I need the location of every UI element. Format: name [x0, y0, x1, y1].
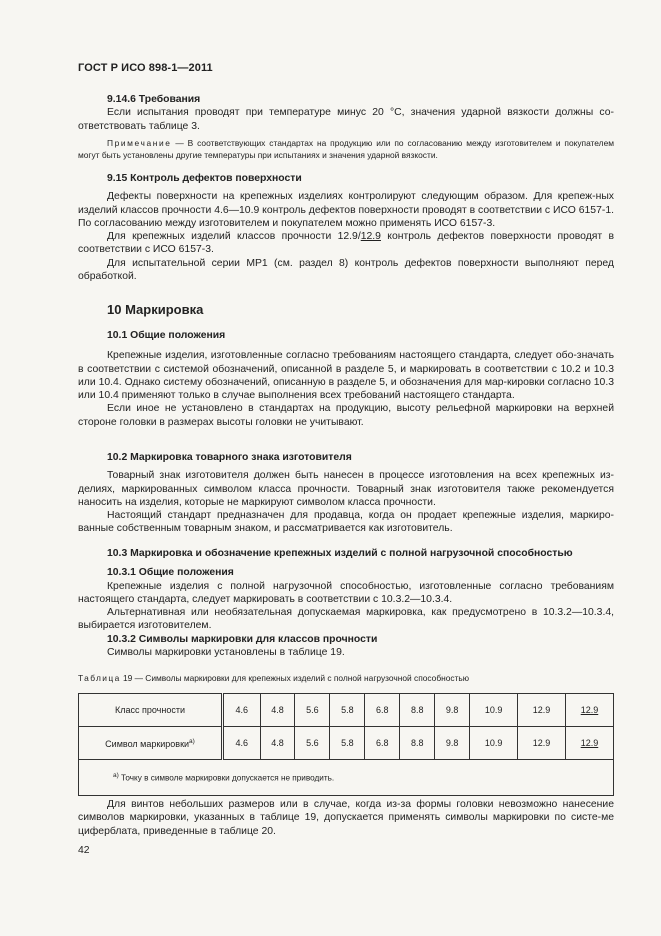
row-label-strength-class: Класс прочности	[79, 694, 223, 727]
heading-10-1: 10.1 Общие положения	[107, 330, 226, 341]
note-label: Примечание	[107, 138, 172, 148]
table-cell: 8.8	[400, 694, 435, 727]
heading-9-14-6: 9.14.6 Требования	[107, 94, 201, 105]
table-cell: 6.8	[365, 694, 400, 727]
section-10-2	[78, 451, 614, 536]
paragraph-9-15-1: Дефекты поверхности на крепежных изделиях контролируют следующим образом. Для крепеж-ных изделий классов прочности 4.6—10.9 контроль дефектов поверхности проводят в соответствии с ИСО 6157-1. По согласованию между изготовителем и покупателем можно применять ИСО 6157-3.	[78, 191, 614, 229]
table-cell: 10.9	[470, 694, 518, 727]
heading-10-3: 10.3 Маркировка и обозначение крепежных изделий с полной нагрузочной способностью	[107, 548, 573, 559]
table-cell: 9.8	[435, 694, 470, 727]
note-text: — В соответствующих стандартах на продукцию или по согласованию между изготовителем и покупателем могут быть установлены другие температуры при испытаниях и значения ударной вязкости.	[78, 138, 614, 160]
heading-9-15: 9.15 Контроль дефектов поверхности	[107, 173, 302, 184]
table-cell: 4.8	[260, 727, 295, 760]
page-number: 42	[78, 845, 90, 856]
paragraph-10-1-1: Крепежные изделия, изготовленные согласно требованиям настоящего стандарта, следует обо-значать в соответствии с системой обозначений, описанной в разделе 5, и маркировать в соответствии с 10.2 и 10.3 или 10.4. Однако систему обозначений, описанную в разделе 5, и обозначения для мар-кировки согласно 10.3 или 10.4 применяют только в случае выполнения всех требований настоящего стандарта.	[78, 350, 614, 402]
paragraph-9-14-6: Если испытания проводят при температуре минус 20 °С, значения ударной вязкости должны со-ответствовать таблице 3.	[78, 107, 614, 132]
paragraph-9-15-3: Для испытательной серии МР1 (см. раздел 8) контроль дефектов поверхности выполняют перед обработкой.	[78, 257, 614, 283]
table-cell: 4.6	[223, 694, 261, 727]
section-9-14-6	[78, 93, 614, 133]
table-cell: 8.8	[400, 727, 435, 760]
table-footnote: $^{а)}$ Точку в символе маркировки допускается не приводить.	[79, 760, 614, 796]
table-cell: 12.9	[565, 694, 613, 727]
row-label-marking-symbol: Символ маркировки$^{а)}$	[79, 727, 223, 760]
table-row-footnote	[79, 760, 614, 796]
heading-10-2: 10.2 Маркировка товарного знака изготовителя	[107, 452, 352, 463]
table-cell: 5.6	[295, 727, 330, 760]
table-cell: 12.9	[518, 727, 566, 760]
table-cell: 5.6	[295, 694, 330, 727]
paragraph-10-3-1-1: Крепежные изделия с полной нагрузочной способностью, изготовленные согласно требованиям настоящего стандарта, следует маркировать в соответствии с 10.3.2—10.3.4.	[78, 580, 614, 605]
paragraph-10-2-1: Товарный знак изготовителя должен быть нанесен в процессе изготовления на всех крепежных из-делиях, маркированных символом класса прочности. Товарный знак изготовителя также рекомендуется наносить на изделия, которые не маркируют символом класса прочности.	[78, 470, 614, 508]
table-cell: 6.8	[365, 727, 400, 760]
paragraph-10-2-2: Настоящий стандарт предназначен для продавца, когда он продает крепежные изделия, маркиро-ванные собственным товарным знаком, и рассматривается как изготовитель.	[78, 510, 614, 535]
table-cell: 9.8	[435, 727, 470, 760]
closing-paragraph: Для винтов небольших размеров или в случае, когда из-за формы головки невозможно нанесение символов маркировки, указанных в таблице 19, допускается применять символы маркировки по систе-ме циферблата, приведенные в таблице 20.	[78, 799, 614, 837]
table-row-strength-class	[79, 694, 614, 727]
table-row-marking-symbol	[79, 727, 614, 760]
heading-10-3-2: 10.3.2 Символы маркировки для классов прочности	[107, 633, 378, 645]
table-cell: 4.8	[260, 694, 295, 727]
table-cell: 12.9	[518, 694, 566, 727]
table-19	[78, 693, 614, 796]
section-10-1	[78, 329, 614, 429]
paragraph-10-3-2-1: Символы маркировки установлены в таблице 19.	[107, 647, 345, 659]
document-header: ГОСТ Р ИСО 898-1—2011	[78, 62, 213, 74]
heading-10-3-1: 10.3.1 Общие положения	[107, 567, 234, 579]
table-19-caption: Таблица 19 — Символы маркировки для крепежных изделий с полной нагрузочной способностью	[78, 673, 470, 683]
table-cell: 5.8	[330, 727, 365, 760]
table-cell: 5.8	[330, 694, 365, 727]
paragraph-9-15-2: Для крепежных изделий классов прочности 12.9/12.9 контроль дефектов поверхности проводят в соответствии с ИСО 6157-3.	[78, 231, 614, 256]
section-10-title: 10 Маркировка	[107, 302, 204, 317]
table-cell: 4.6	[223, 727, 261, 760]
table-cell: 12.9	[565, 727, 613, 760]
note-9-14-6	[78, 137, 614, 161]
paragraph-10-3-1-2: Альтернативная или необязательная допускаемая маркировка, как предусмотрено в 10.3.2—10.3.4, выбирается изготовителем.	[78, 607, 614, 632]
table-cell: 10.9	[470, 727, 518, 760]
section-10-3	[78, 547, 614, 659]
closing-paragraph-block	[78, 798, 614, 838]
section-9-15	[78, 172, 614, 283]
paragraph-10-1-2: Если иное не установлено в стандартах на продукцию, высоту рельефной маркировки на верхней стороне головки в размерах высоты головки не учитывают.	[78, 403, 614, 428]
